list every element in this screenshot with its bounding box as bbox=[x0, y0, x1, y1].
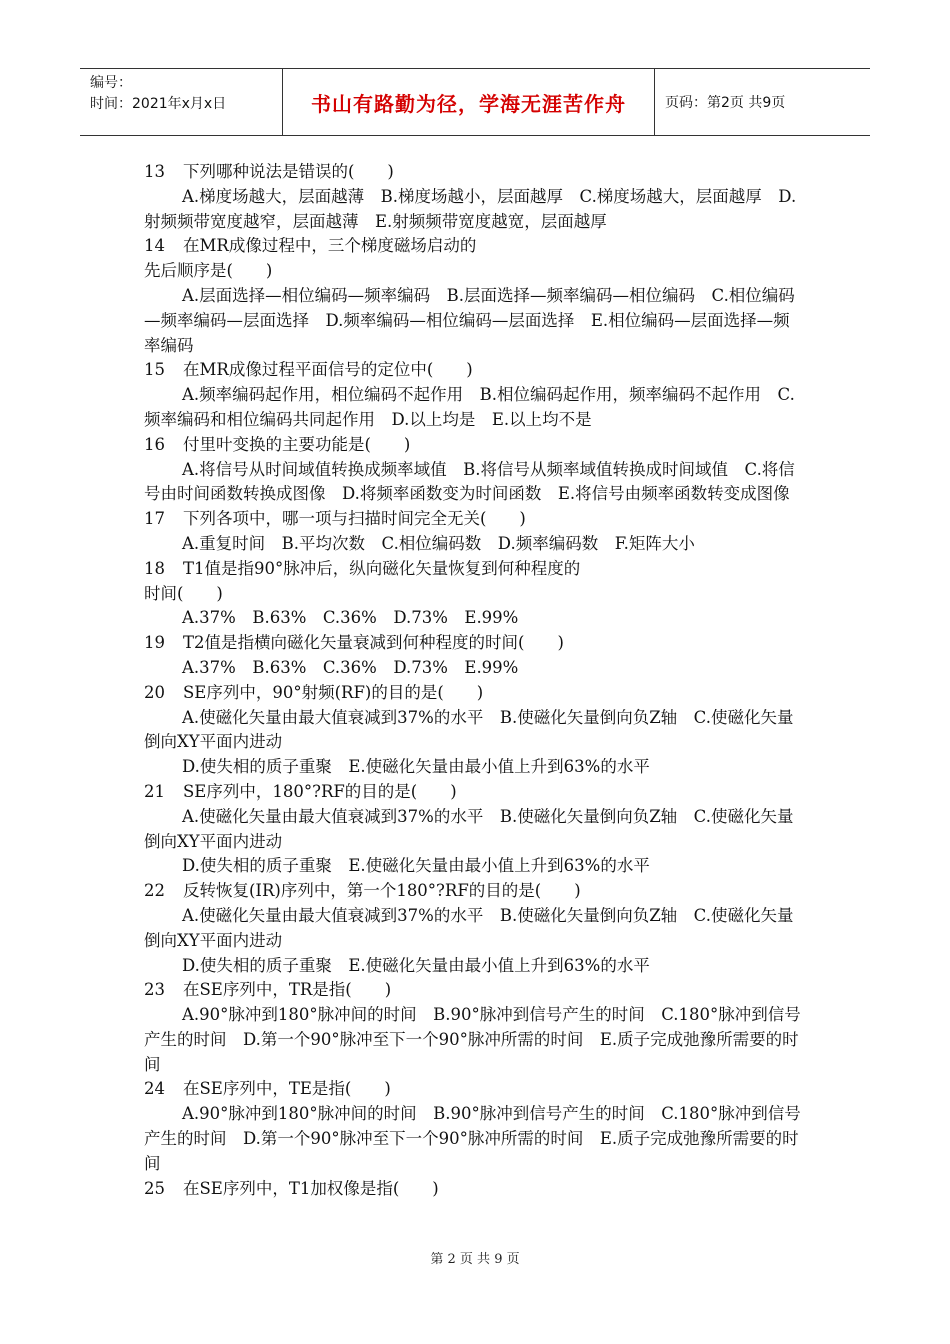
page-header bbox=[80, 68, 870, 136]
question-25 bbox=[144, 1177, 806, 1202]
date-label: 时间：2021年x月x日 bbox=[90, 96, 227, 112]
question-number: 24 bbox=[144, 1079, 165, 1099]
number-label: 编号： bbox=[90, 75, 132, 91]
question-stem: 反转恢复(IR)序列中，第一个180°?RF的目的是( ) bbox=[183, 881, 581, 901]
question-number: 13 bbox=[144, 162, 165, 181]
question-number: 21 bbox=[144, 781, 165, 801]
page-info-text: 页码：第2页 共9页 bbox=[665, 95, 786, 111]
question-number: 23 bbox=[144, 980, 165, 1000]
question-stem-continued: 时间( ) bbox=[144, 583, 223, 603]
question-number: 22 bbox=[144, 881, 165, 901]
question-options: A.37% B.63% C.36% D.73% E.99% bbox=[182, 657, 519, 677]
header-motto bbox=[283, 69, 655, 135]
question-options-continued: D.使失相的质子重聚 E.使磁化矢量由最小值上升到63%的水平 bbox=[182, 856, 650, 876]
question-options: A.90°脉冲到180°脉冲间的时间 B.90°脉冲到信号产生的时间 C.180°脉冲到信号产生的时间 D.第一个90°脉冲至下一个90°脉冲所需的时间 E.质子完成弛豫所需要的时间 bbox=[144, 1104, 801, 1173]
question-24 bbox=[144, 1077, 806, 1102]
question-20 bbox=[144, 681, 806, 706]
question-options: A.重复时间 B.平均次数 C.相位编码数 D.频率编码数 F.矩阵大小 bbox=[182, 533, 695, 553]
question-22 bbox=[144, 879, 806, 904]
page-footer: 第 2 页 共 9 页 bbox=[430, 1252, 520, 1267]
question-stem: SE序列中，180°?RF的目的是( ) bbox=[183, 781, 457, 801]
question-options: A.90°脉冲到180°脉冲间的时间 B.90°脉冲到信号产生的时间 C.180°脉冲到信号产生的时间 D.第一个90°脉冲至下一个90°脉冲所需的时间 E.质子完成弛豫所需要的时间 bbox=[144, 1005, 801, 1074]
question-options: A.使磁化矢量由最大值衰减到37%的水平 B.使磁化矢量倒向负Z轴 C.使磁化矢量倒向XY平面内进动 bbox=[144, 806, 794, 851]
question-19 bbox=[144, 631, 806, 656]
question-number: 19 bbox=[144, 633, 165, 653]
question-17 bbox=[144, 507, 806, 532]
question-13 bbox=[144, 160, 806, 185]
question-stem: T2值是指横向磁化矢量衰减到何种程度的时间( ) bbox=[183, 633, 564, 653]
question-options: A.37% B.63% C.36% D.73% E.99% bbox=[182, 608, 519, 628]
question-options: A.将信号从时间域值转换成频率域值 B.将信号从频率域值转换成时间域值 C.将信号由时间函数转换成图像 D.将频率函数变为时间函数 E.将信号由频率函数转变成图像 bbox=[144, 459, 795, 504]
question-14 bbox=[144, 234, 806, 259]
question-options: A.使磁化矢量由最大值衰减到37%的水平 B.使磁化矢量倒向负Z轴 C.使磁化矢量倒向XY平面内进动 bbox=[144, 707, 794, 752]
question-number: 14 bbox=[144, 236, 165, 256]
question-stem: 下列各项中，哪一项与扫描时间完全无关( ) bbox=[183, 509, 526, 529]
question-number: 18 bbox=[144, 558, 165, 578]
header-meta bbox=[80, 69, 283, 135]
question-stem: 付里叶变换的主要功能是( ) bbox=[183, 434, 411, 454]
header-page-info bbox=[655, 69, 870, 135]
question-stem: 下列哪种说法是错误的( ) bbox=[183, 162, 394, 181]
question-options: A.层面选择—相位编码—频率编码 B.层面选择—频率编码—相位编码 C.相位编码—频率编码—层面选择 D.频率编码—相位编码—层面选择 E.相位编码—层面选择—频率编码 bbox=[144, 285, 795, 355]
question-stem: SE序列中，90°射频(RF)的目的是( ) bbox=[183, 682, 484, 702]
question-21 bbox=[144, 780, 806, 805]
question-15 bbox=[144, 358, 806, 383]
question-number: 17 bbox=[144, 509, 165, 529]
question-options: A.使磁化矢量由最大值衰减到37%的水平 B.使磁化矢量倒向负Z轴 C.使磁化矢量倒向XY平面内进动 bbox=[144, 905, 794, 950]
question-list bbox=[144, 160, 806, 1201]
question-options: A.梯度场越大，层面越薄 B.梯度场越小，层面越厚 C.梯度场越大，层面越厚 D.射频频带宽度越窄，层面越薄 E.射频频带宽度越宽，层面越厚 bbox=[144, 186, 797, 231]
question-options-continued: D.使失相的质子重聚 E.使磁化矢量由最小值上升到63%的水平 bbox=[182, 757, 650, 777]
question-stem: 在MR成像过程平面信号的定位中( ) bbox=[183, 360, 473, 380]
question-stem: 在MR成像过程中，三个梯度磁场启动的 bbox=[183, 236, 477, 256]
question-stem: 在SE序列中，T1加权像是指( ) bbox=[183, 1178, 439, 1198]
question-18 bbox=[144, 557, 806, 582]
question-stem-continued: 先后顺序是( ) bbox=[144, 261, 273, 281]
question-options-continued: D.使失相的质子重聚 E.使磁化矢量由最小值上升到63%的水平 bbox=[182, 955, 650, 975]
question-number: 16 bbox=[144, 434, 165, 454]
question-stem: 在SE序列中，TR是指( ) bbox=[183, 980, 392, 1000]
question-23 bbox=[144, 978, 806, 1003]
question-number: 15 bbox=[144, 360, 165, 380]
question-options: A.频率编码起作用，相位编码不起作用 B.相位编码起作用，频率编码不起作用 C.频率编码和相位编码共同起作用 D.以上均是 E.以上均不是 bbox=[144, 385, 795, 429]
question-stem: 在SE序列中，TE是指( ) bbox=[183, 1079, 391, 1099]
question-16 bbox=[144, 433, 806, 458]
question-number: 25 bbox=[144, 1178, 165, 1198]
motto-text: 书山有路勤为径，学海无涯苦作舟 bbox=[311, 91, 626, 116]
question-stem: T1值是指90°脉冲后，纵向磁化矢量恢复到何种程度的 bbox=[183, 558, 581, 578]
question-number: 20 bbox=[144, 682, 165, 702]
